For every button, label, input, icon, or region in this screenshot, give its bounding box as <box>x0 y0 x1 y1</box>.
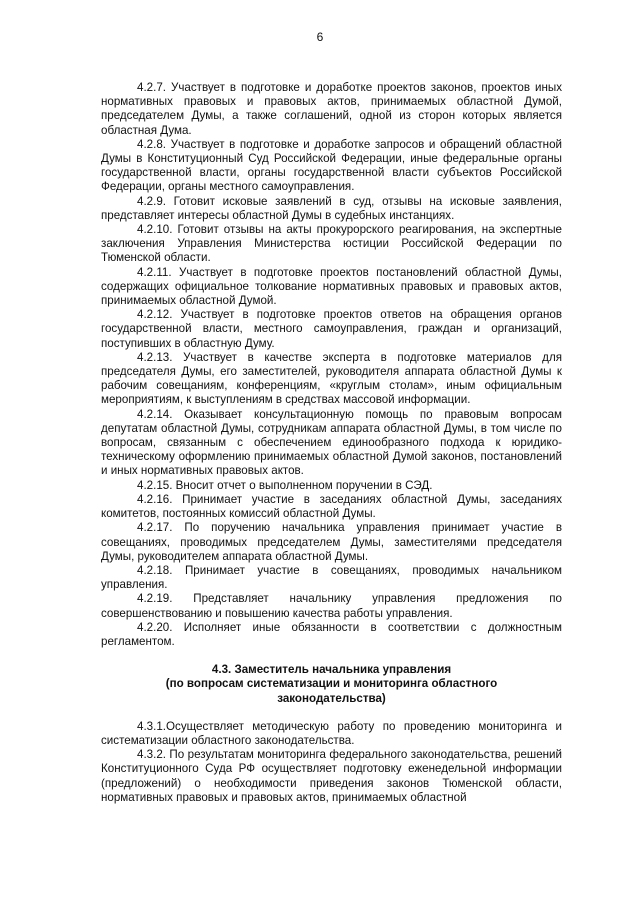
section-heading-line-2: (по вопросам систематизации и мониторинга областного <box>165 677 498 691</box>
paragraph-4-2-17: 4.2.17. По поручению начальника управления принимает участие в совещаниях, проводимых председателем Думы, заместителями председателя Думы, руководителем аппарата областной Думы. <box>101 521 562 563</box>
paragraph-4-3-1: 4.3.1.Осуществляет методическую работу по проведению мониторинга и систематизации областного законодательства. <box>101 719 562 747</box>
paragraph-4-2-18: 4.2.18. Принимает участие в совещаниях, проводимых начальником управления. <box>101 563 562 592</box>
section-heading-line-1: 4.3. Заместитель начальника управления <box>211 663 452 677</box>
paragraph-4-2-15: 4.2.15. Вносит отчет о выполненном поручении в СЭД. <box>137 478 433 492</box>
section-heading-4-3 <box>101 663 562 706</box>
paragraph-4-2-8: 4.2.8. Участвует в подготовке и доработке запросов и обращений областной Думы в Конституционный Суд Российской Федерации, иные федеральные органы государственной власти, органы государственной власти субъектов Российской Федерации, органы местного самоуправления. <box>101 137 562 194</box>
document-body <box>101 81 562 805</box>
paragraph-4-2-14: 4.2.14. Оказывает консультационную помощь по правовым вопросам депутатам областной Думы, сотрудникам аппарата областной Думы, в том числе по вопросам, связанным с обеспечением единообразного подхода к юридико-техническому оформлению принимаемых областной Думой законов, постановлений и иных нормативных правовых актов. <box>101 407 562 478</box>
paragraph-4-2-9: 4.2.9. Готовит исковые заявлений в суд, отзывы на исковые заявления, представляет интересы областной Думы в судебных инстанциях. <box>101 194 562 222</box>
paragraph-4-2-11: 4.2.11. Участвует в подготовке проектов постановлений областной Думы, содержащих официальное толкование нормативных правовых и правовых актов, принимаемых областной Думой. <box>101 265 562 308</box>
paragraph-4-2-10: 4.2.10. Готовит отзывы на акты прокурорского реагирования, на экспертные заключения Управления Министерства юстиции Российской Федерации по Тюменской области. <box>101 223 562 265</box>
paragraph-4-2-19: 4.2.19. Представляет начальнику управления предложения по совершенствованию и повышению качества работы управления. <box>101 592 562 620</box>
section-heading-line-3: законодательства) <box>277 691 386 705</box>
page-number: 6 <box>316 30 324 44</box>
paragraph-4-2-7: 4.2.7. Участвует в подготовке и доработке проектов законов, проектов иных нормативных правовых и правовых актов, принимаемых областной Думой, председателем Думы, а также соглашений, одной из сторон которых является областная Дума. <box>101 81 562 137</box>
paragraph-4-3-2: 4.3.2. По результатам мониторинга федерального законодательства, решений Конституционного Суда РФ осуществляет подготовку еженедельной информации (предложений) о необходимости приведения законов Тюменской области, нормативных правовых и правовых актов, принимаемых областной <box>101 748 562 804</box>
paragraph-4-2-12: 4.2.12. Участвует в подготовке проектов ответов на обращения органов государственной власти, местного самоуправления, граждан и организаций, поступивших в областную Думу. <box>101 308 562 350</box>
paragraph-4-2-16: 4.2.16. Принимает участие в заседаниях областной Думы, заседаниях комитетов, постоянных комиссий областной Думы. <box>101 492 562 521</box>
paragraph-4-2-20: 4.2.20. Исполняет иные обязанности в соответствии с должностным регламентом. <box>101 620 562 648</box>
paragraph-4-2-13: 4.2.13. Участвует в качестве эксперта в подготовке материалов для председателя Думы, его заместителей, руководителя аппарата областной Думы к рабочим совещаниям, конференциям, «круглым столам», иным официальным мероприятиям, к выступлениям в средствах массовой информации. <box>101 350 562 407</box>
